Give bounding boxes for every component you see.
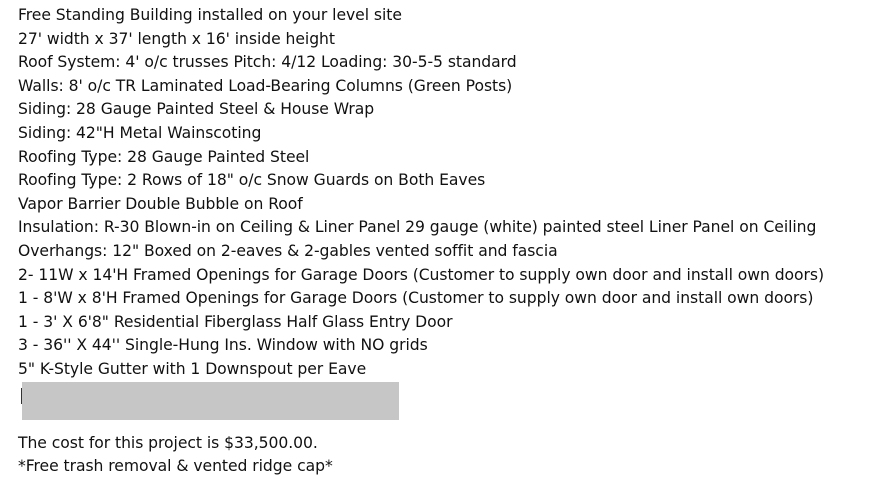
cost-line: The cost for this project is $33,500.00. bbox=[18, 433, 318, 452]
spec-line-roof-system: Roof System: 4' o/c trusses Pitch: 4/12 Loading: 30-5-5 standard bbox=[18, 53, 517, 72]
redaction-box bbox=[22, 382, 399, 420]
redacted-block bbox=[18, 382, 868, 422]
spec-line-snow-guards: Roofing Type: 2 Rows of 18" o/c Snow Guards on Both Eaves bbox=[18, 171, 486, 190]
note-line: *Free trash removal & vented ridge cap* bbox=[18, 457, 333, 476]
spec-line-garage-openings-small: 1 - 8'W x 8'H Framed Openings for Garage Doors (Customer to supply own door and install own doors) bbox=[18, 289, 814, 308]
spec-line-entry-door: 1 - 3' X 6'8" Residential Fiberglass Half Glass Entry Door bbox=[18, 312, 453, 331]
quote-document bbox=[18, 4, 868, 479]
spec-line-insulation: Insulation: R-30 Blown-in on Ceiling & Liner Panel 29 gauge (white) painted steel Liner Panel on Ceiling bbox=[18, 218, 817, 237]
spec-line-vapor-barrier: Vapor Barrier Double Bubble on Roof bbox=[18, 194, 303, 213]
spec-line-garage-openings-large: 2- 11W x 14'H Framed Openings for Garage Doors (Customer to supply own door and install own doors) bbox=[18, 265, 824, 284]
spec-line-dimensions: 27' width x 37' length x 16' inside height bbox=[18, 29, 335, 48]
spec-line-siding: Siding: 28 Gauge Painted Steel & House Wrap bbox=[18, 100, 375, 119]
spec-line-roofing-steel: Roofing Type: 28 Gauge Painted Steel bbox=[18, 147, 310, 166]
spacer bbox=[18, 422, 868, 432]
spec-line-walls: Walls: 8' o/c TR Laminated Load-Bearing Columns (Green Posts) bbox=[18, 76, 513, 95]
spec-line-overhangs: Overhangs: 12" Boxed on 2-eaves & 2-gables vented soffit and fascia bbox=[18, 241, 558, 260]
spec-line-wainscoting: Siding: 42"H Metal Wainscoting bbox=[18, 123, 262, 142]
spec-line-gutter: 5" K-Style Gutter with 1 Downspout per Eave bbox=[18, 359, 367, 378]
spec-line-windows: 3 - 36'' X 44'' Single-Hung Ins. Window with NO grids bbox=[18, 336, 428, 355]
spec-line-site: Free Standing Building installed on your level site bbox=[18, 6, 402, 24]
